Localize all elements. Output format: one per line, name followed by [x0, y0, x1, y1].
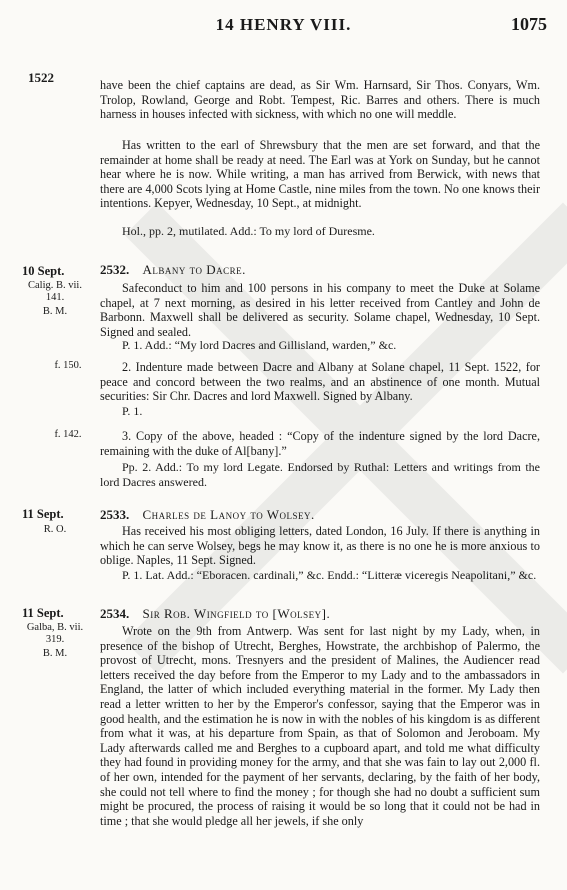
page-header — [0, 6, 567, 40]
entry-paragraph: 2. Indenture made between Dacre and Albany at Solane chapel, 11 Sept. 1522, for peace and concord between the two realms, and an abstinence of one month. Mutual securities: Sir Chr. Dacres and lord Maxwell. Signed by Albany. — [100, 360, 540, 404]
entry-paragraph: Safeconduct to him and 100 persons in his company to meet the Duke at Solame chapel, at 7 next morning, as desired in his letter received from Cantley and John de Barbonn. Maxwell shall be delivered as security. Solame chapel, Wednesday, 10 Sept. Signed and sealed. — [100, 281, 540, 339]
running-head: 14 HENRY VIII. — [215, 15, 352, 34]
entry-source: R. O. — [43, 524, 67, 535]
folio-reference: f. 150. — [54, 360, 82, 371]
entry-meta: P. 1. Lat. Add.: “Eboracen. cardinali,” &c. Endd.: “Litteræ viceregis Neapolitani,” &c. — [122, 568, 537, 582]
entry-paragraph: Has received his most obliging letters, dated London, 16 July. If there is anything in which he can serve Wolsey, begs he may know it, as there is no one he is more anxious to oblige. Naples, 11 Sept. Signed. — [100, 524, 540, 568]
entry-archive: B. M. — [42, 648, 68, 659]
entry-date: 11 Sept. — [22, 606, 64, 620]
entry-title — [100, 262, 540, 278]
entry-number: 2534. — [100, 606, 130, 621]
entry-number: 2532. — [100, 262, 130, 277]
entry-source: Galba, B. vii. 319. — [26, 622, 84, 645]
continuation-paragraph: Has written to the earl of Shrewsbury that the men are set forward, and that the remainder at home shall be ready at need. The Earl was at York on Sunday, but he cannot hear where he is now. While writing, a man has arrived from Berwick, with news that there are 4,000 Scots lying at Home Castle, nine miles from the town. No one knows their intentions. Kepyer, Wednesday, 10 Sept., at midnight. — [100, 138, 540, 211]
folio-reference: f. 142. — [54, 429, 82, 440]
entry-heading: Albany to Dacre. — [142, 262, 246, 277]
entry-source: Calig. B. vii. 141. — [28, 280, 82, 303]
page-number: 1075 — [511, 14, 547, 34]
entry-paragraph: 3. Copy of the above, headed : “Copy of the indenture signed by the lord Dacre, remaining with the duke of Al[bany].” — [100, 429, 540, 458]
entry-meta: P. 1. Add.: “My lord Dacres and Gillisland, warden,” &c. — [122, 338, 397, 352]
continuation-paragraph: have been the chief captains are dead, as Sir Wm. Harnsard, Sir Thos. Conyars, Wm. Trolop, Rowland, George and Robt. Tempest, Ric. Barres and others. There is much harness in houses infected with sickness, with which no one will meddle. — [100, 78, 540, 122]
entry-paragraph: Wrote on the 9th from Antwerp. Was sent for last night by my Lady, when, in presence of the bishop of Utrecht, Berghes, Howstrate, the archbishop of Palermo, the provost of Utrecht, mons. Tresnyers and the president of Malines, the Audiencer read letters received the day before from the Emperor to my Lady and to the ambassadors in England, the latter of which included everything material in the former. My Lady then read a letter written to her by the Emperor's confessor, saying that the Emperor was in good health, and the estimation he is now in with the nobles of his kingdom is as different from what it was, at his departure from Spain, as that of Solomon and Jeroboam. My Lady afterwards called me and Berghes to a cupboard apart, and told me what difficulty they had found in providing money for the army, and that she was fain to lay out 2,000 fl. of her own, intended for the payment of her servants, declaring, by the faith of her body, she could not tell where to find the money ; for though she had no doubt a sufficient sum might be procured, the process of raising it would be so long that it could not be had in time ; that she would pledge all her jewels, if she only — [100, 624, 540, 828]
entry-title — [100, 507, 540, 523]
entry-title — [100, 606, 540, 622]
entry-meta: Pp. 2. Add.: To my lord Legate. Endorsed by Ruthal: Letters and writings from the lord Dacres answered. — [100, 460, 540, 489]
entry-archive: B. M. — [42, 306, 68, 317]
entry-meta: P. 1. — [122, 404, 143, 418]
continuation-meta: Hol., pp. 2, mutilated. Add.: To my lord of Duresme. — [122, 224, 375, 238]
entry-number: 2533. — [100, 507, 130, 522]
entry-date: 11 Sept. — [22, 507, 64, 521]
year-margin: 1522 — [28, 70, 54, 85]
entry-heading: Charles de Lanoy to Wolsey. — [142, 507, 315, 522]
entry-date: 10 Sept. — [22, 264, 65, 278]
entry-heading: Sir Rob. Wingfield to [Wolsey]. — [142, 606, 331, 621]
